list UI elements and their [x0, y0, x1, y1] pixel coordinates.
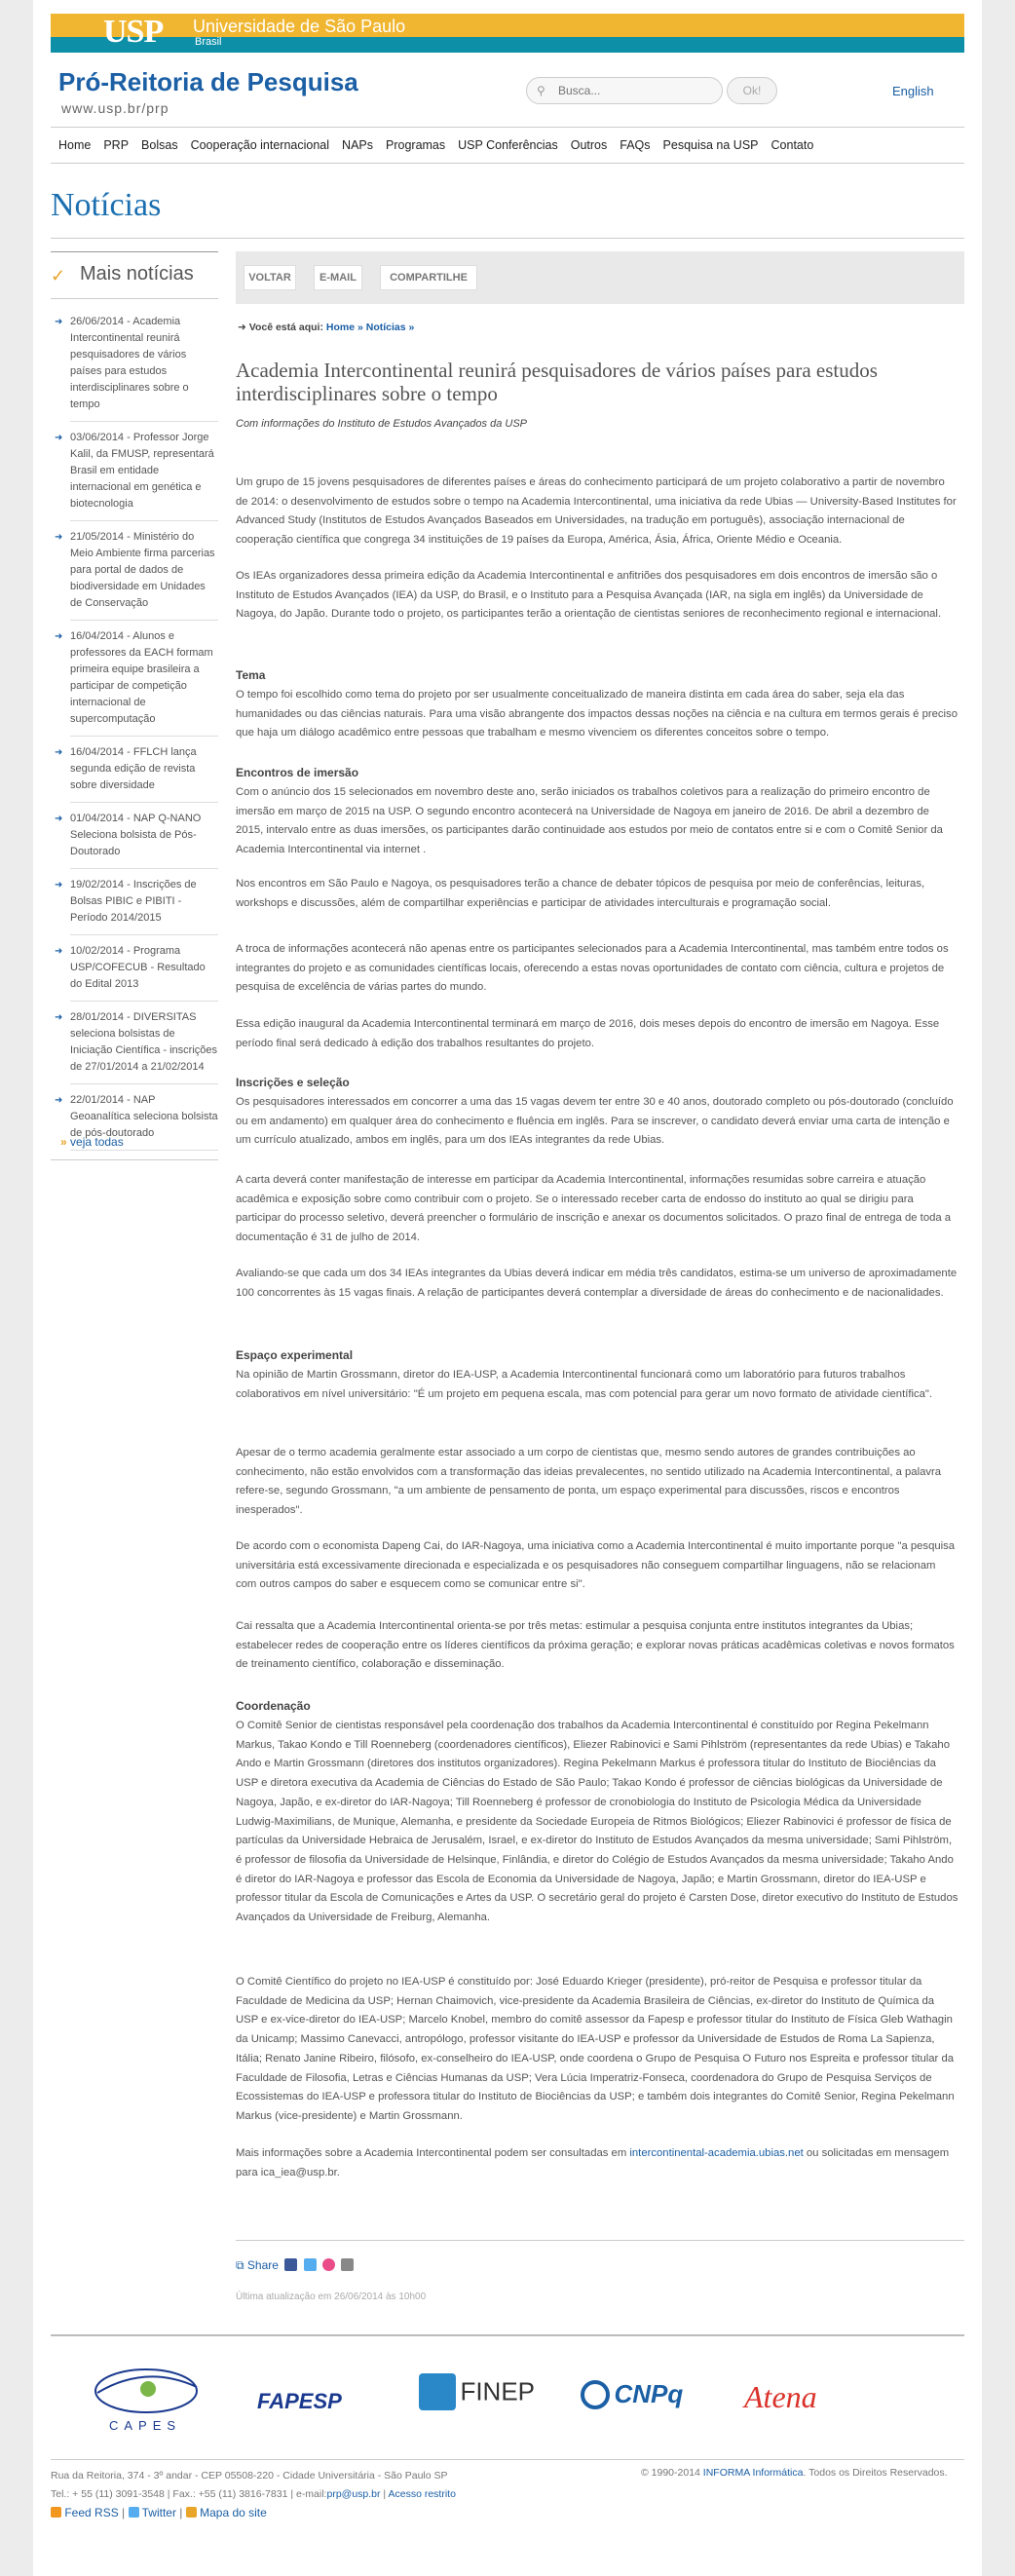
double-arrow-icon: » — [60, 1135, 67, 1149]
section-heading: Espaço experimental — [236, 1348, 354, 1362]
sidebar-news-item[interactable]: ➜ 10/02/2014 - Programa USP/COFECUB - Resultado do Edital 2013 — [55, 945, 206, 990]
sidebar-news-item[interactable]: ➜ 21/05/2014 - Ministério do Meio Ambiente firma parcerias para portal de dados de biodiversidade em Unidades de Conservação — [55, 531, 215, 609]
language-link[interactable]: English — [892, 84, 934, 98]
content — [51, 0, 964, 2576]
page-title: Notícias — [51, 187, 162, 223]
article-paragraph: A troca de informações acontecerá não apenas entre os participantes selecionados para a Academia Intercontinental, mas também entre todos os integrantes do projeto e as comunidades científicas locais, oferecendo a estas novas oportunidades de contato com ciência, cultura e projetos de pesquisa de excelência de várias partes do mundo. — [236, 943, 949, 994]
article-paragraph: O Comitê Senior de cientistas responsável pela coordenação dos trabalhos da Academia Intercontinental é constituído por Regina Pekelmann Markus, Takao Kondo e Till Roenneberg (coordenadores científicos), Eliezer Rabinovici e Sami Pihlström (representantes da rede Ubias) e Takaho Ando e Martin Grossmann (diretores dos institutos organizadores). Regina Pekelmann Markus é professora titular do Instituto de Biociências da USP e diretora executiva da Academia de Ciências do Estado de São Paulo; Takao Kondo é professor de ciências biológicas da Universidade de Nagoya, Japão, e ex-diretor do IAR-Nagoya; Till Roenneberg é professor de cronobiologia do Instituto de Psicologia Médica da Universidade Ludwig-Maximilians, de Munique, Alemanha, e presidente da Sociedade Europeia de Ritmos Biológicos; Eliezer Rabinovici é professor de física de partículas da Universidade Hebraica de Jerusalém, Israel, e ex-diretor do Instituto de Estudos Avançados da mesma universidade; Sami Pihlström, é professor de filosofia da Universidade de Helsinque, Finlândia, e diretor do Colégio de Estudos Avançados da mesma universidade; Takaho Ando é diretor do IAR-Nagoya e professor das Escola de Economia da Universidade de Nagoya, Japão; e Martin Grossmann, diretor do IEA-USP e professor titular da Escola de Comunicações e Artes da USP. O secretário geral do projeto é Carsten Dose, diretor executivo do Instituto de Estudos Avançados da Universidade de Freiburg, Alemanha. — [236, 1720, 959, 1924]
article-paragraph: O Comitê Científico do projeto no IEA-USP é constituído por: José Eduardo Krieger (presidente), pró-reitor de Pesquisa e professor titular da Faculdade de Medicina da USP; Hernan Chaimovich, vice-presidente da Academia Brasileira de Ciências, ex-diretor do Instituto de Química da USP e ex-vice-diretor do IEA-USP; Marcelo Knobel, membro do comitê assessor da Fapesp e professor titular do Instituto de Física Gleb Wathagin da Unicamp; Massimo Canevacci, antropólogo, professor visitante do IEA-USP e professor da Universidade de Estudos de Roma La Sapienza, Itália; Renato Janine Ribeiro, filósofo, ex-conselheiro do IEA-USP, onde coordena o Grupo de Pesquisa O Futuro nos Espreita e professor titular da Faculdade de Filosofia, Letras e Ciências Humanas da USP; Vera Lúcia Imperatriz-Fonseca, coordenadora do Grupo de Pesquisa Serviços de Ecossistemas do IEA-USP e professora titular do Instituto de Biociências da USP; e também dois integrantes do Comitê Senior, Regina Pekelmann Markus (vice-presidente) e Martin Grossmann. — [236, 1976, 955, 2122]
twitter-icon — [129, 2507, 139, 2518]
site-url: www.usp.br/prp — [61, 100, 169, 116]
section-heading: Encontros de imersão — [236, 766, 359, 779]
more-share-icon[interactable] — [341, 2258, 354, 2271]
atena-logo[interactable]: Atena — [744, 2379, 817, 2414]
partner-logos — [33, 2354, 982, 2451]
last-updated: Última atualização em 26/06/2014 às 10h00 — [236, 2292, 427, 2302]
fapesp-logo[interactable]: FAPESP — [257, 2389, 342, 2413]
usp-country: Brasil — [195, 36, 222, 48]
restricted-access-link[interactable]: Acesso restrito — [388, 2488, 456, 2500]
nav-contato[interactable]: Contato — [771, 138, 814, 152]
article-subtitle: Com informações do Instituto de Estudos Avançados da USP — [236, 418, 527, 430]
arrow-right-icon: ➜ — [55, 631, 63, 642]
article-paragraph: Os pesquisadores interessados em concorrer a uma das 15 vagas devem ter entre 30 e 40 anos, doutorado completo ou pós-doutorado (concluído ou em andamento) em qualquer área do conhecimento e fluência em inglês. Para se inscrever, o candidato deverá enviar uma carta de intenção e um currículo atualizado, ambos em inglês, para um dos IEAs integrantes da rede Ubias. — [236, 1096, 954, 1147]
copyright: © 1990-2014 INFORMA Informática. Todos os Direitos Reservados. — [641, 2467, 948, 2479]
ubias-link[interactable]: intercontinental-academia.ubias.net — [629, 2147, 804, 2159]
breadcrumb: ➜ Você está aqui: Home » Notícias » — [238, 322, 415, 333]
informa-link[interactable]: INFORMA Informática — [702, 2467, 804, 2479]
search-button[interactable]: Ok! — [727, 77, 777, 104]
arrow-right-icon: ➜ — [55, 814, 63, 824]
sidebar-news-item[interactable]: ➜ 01/04/2014 - NAP Q-NANO Seleciona bolsista de Pós-Doutorado — [55, 813, 202, 857]
footer-contacts: Tel.: + 55 (11) 3091-3548 | Fax.: +55 (11) 3816-7831 | e-mail:prp@usp.br | Acesso restrito — [51, 2488, 456, 2500]
article-paragraph: De acordo com o economista Dapeng Cai, do IAR-Nagoya, uma iniciativa como a Academia Intercontinental é muito importante porque "a pesquisa universitária está excessivamente direcionada e especializada e os pesquisadores não conseguem compartilhar linguagens, não se relacionam com outros campos do saber e esquecem como se comunicar entre si". — [236, 1540, 956, 1591]
site-title[interactable]: Pró-Reitoria de Pesquisa — [58, 67, 358, 96]
finep-emblem-icon — [419, 2373, 456, 2410]
facebook-icon[interactable] — [284, 2258, 297, 2271]
section-heading: Coordenação — [236, 1699, 311, 1713]
arrow-right-icon: ➜ — [55, 317, 63, 327]
back-button[interactable]: VOLTAR — [244, 265, 296, 290]
email-link[interactable]: prp@usp.br — [326, 2488, 381, 2500]
nav-home[interactable]: Home — [58, 138, 92, 152]
nav-naps[interactable]: NAPs — [342, 138, 373, 152]
nav-cooperacao[interactable]: Cooperação internacional — [190, 138, 330, 152]
nav-usp-conferencias[interactable]: USP Conferências — [458, 138, 558, 152]
article-paragraph: A carta deverá conter manifestação de interesse em participar da Academia Intercontinental, informações resumidas sobre carreira e atuação acadêmica e exposição sobre como contribuir com o projeto. Se o interessado receber carta de endosso do instituto ao qual se dirigiu para participar do processo seletivo, deverá preencher o formulário de inscrição e anexar os documentos solicitados. O prazo final de entrega de toda a documentação é 31 de julho de 2014. — [236, 1174, 952, 1244]
rss-link[interactable]: Feed RSS — [64, 2506, 119, 2519]
twitter-icon[interactable] — [304, 2258, 317, 2271]
check-icon: ✓ — [51, 266, 66, 285]
sidebar-title: Mais notícias — [80, 263, 194, 284]
nav-bolsas[interactable]: Bolsas — [141, 138, 178, 152]
sidebar-news-list — [51, 314, 218, 1158]
share-bar — [236, 2258, 354, 2273]
article-paragraph: Cai ressalta que a Academia Intercontinental orienta-se por três metas: estimular a pesquisa conjunta entre institutos integrantes da Ubias; estabelecer redes de cooperação entre os líderes científicos da próxima geração; e explorar novas práticas acadêmicas coletivas e novos formatos de treinamento científico, colaboração e disseminação. — [236, 1620, 955, 1671]
article-paragraph: Um grupo de 15 jovens pesquisadores de diferentes países e áreas do conhecimento participará de um projeto colaborativo a partir de novembro de 2014: o desenvolvimento de estudos sobre o tempo na Academia Intercontinental, uma iniciativa da rede Ubias — University-Based Institutes for Advanced Study (Institutos de Estudos Avançados Baseados em Universidades, na tradução em português), associação internacional de cooperação científica que congrega 34 instituições de 19 países da Europa, América, Ásia, África, Oriente Médio e Oceania. — [236, 476, 957, 547]
usp-name[interactable]: Universidade de São Paulo — [193, 17, 406, 36]
footer-address: Rua da Reitoria, 374 - 3º andar - CEP 05508-220 - Cidade Universitária - São Paulo SP — [51, 2470, 448, 2481]
sidebar-news-item[interactable]: ➜ 16/04/2014 - Alunos e professores da EACH formam primeira equipe brasileira a participar de competição internacional de supercomputação — [55, 630, 213, 725]
sidebar-news-item[interactable]: ➜ 19/02/2014 - Inscrições de Bolsas PIBIC e PIBITI - Período 2014/2015 — [55, 879, 197, 924]
article-paragraph: Avaliando-se que cada um dos 34 IEAs integrantes da Ubias deverá indicar em média três candidatos, estima-se um universo de aproximadamente 100 concorrentes às 15 vagas finais. A relação de participantes deverá contemplar a diversidade de áreas do conhecimento e de nacionalidades. — [236, 1268, 958, 1299]
article-title: Academia Intercontinental reunirá pesquisadores de vários países para estudos interdisciplinares sobre o tempo — [236, 359, 878, 405]
article-paragraph: Essa edição inaugural da Academia Intercontinental terminará em março de 2016, dois meses depois do encontro de imersão em Nagoya. Esse período final será dedicado à edição dos trabalhos resultantes do projeto. — [236, 1018, 940, 1049]
arrow-right-icon: ➜ — [55, 747, 63, 758]
rss-icon — [51, 2507, 61, 2518]
section-heading: Inscrições e seleção — [236, 1076, 350, 1089]
sitemap-icon — [186, 2507, 197, 2518]
usp-logo[interactable]: USP — [103, 14, 164, 50]
arrow-right-icon: ➜ — [55, 1095, 63, 1106]
sidebar-news-item[interactable]: ➜ 16/04/2014 - FFLCH lança segunda edição de revista sobre diversidade — [55, 746, 197, 791]
capes-logo[interactable]: CAPES — [88, 2354, 205, 2436]
footer-links: Feed RSS | Twitter | Mapa do site — [51, 2504, 267, 2521]
twitter-link[interactable]: Twitter — [141, 2506, 176, 2519]
cnpq-logo[interactable]: CNPq — [581, 2379, 683, 2409]
cnpq-emblem-icon — [581, 2380, 610, 2409]
arrow-right-icon: ➜ — [55, 880, 63, 890]
breadcrumb-path[interactable]: Home » Notícias » — [325, 322, 415, 333]
dribbble-icon[interactable] — [322, 2258, 335, 2271]
section-heading: Tema — [236, 668, 266, 682]
share-button[interactable]: COMPARTILHE — [380, 265, 477, 290]
sidebar-news-item[interactable]: ➜ 26/06/2014 - Academia Intercontinental reunirá pesquisadores de vários países para estudos interdisciplinares sobre o tempo — [55, 316, 189, 410]
sitemap-link[interactable]: Mapa do site — [200, 2506, 267, 2519]
sidebar-news-item[interactable]: ➜ 22/01/2014 - NAP Geoanalítica seleciona bolsista de pós-doutorado — [55, 1094, 218, 1139]
nav-outros[interactable]: Outros — [570, 138, 608, 152]
article-paragraph: Com o anúncio dos 15 selecionados em novembro deste ano, serão iniciados os trabalhos coletivos para a realização do primeiro encontro de imersão em março de 2015 na USP. O segundo encontro acontecerá na Universidade de Nagoya em janeiro de 2016. De abril a dezembro de 2015, intervalo entre as duas imersões, os participantes darão continuidade aos estudos por meio de contatos entre si e com o Comitê Senior da Academia Intercontinental via internet . — [236, 786, 943, 856]
search-icon: ⚲ — [537, 84, 545, 97]
arrow-right-icon: ➜ — [55, 946, 63, 957]
arrow-right-icon: ➜ — [55, 532, 63, 543]
article-paragraph: Apesar de o termo academia geralmente estar associado a um corpo de cientistas que, mesmo sendo autores de grandes contribuições ao conhecimento, não estão envolvidos com a transformação das ideias prevalecentes, no sentido utilizado na Academia Intercontinental, a palavra refere-se, segundo Grossmann, "a um ambiente de pensamento de ponta, um espaço experimental para discussões, riscos e encontros inesperados". — [236, 1447, 942, 1517]
nav-pesquisa-na-usp[interactable]: Pesquisa na USP — [662, 138, 759, 152]
share-link[interactable]: Share — [246, 2258, 279, 2272]
see-all-link[interactable]: » veja todas — [60, 1135, 124, 1149]
share-icon: ⧉ — [236, 2258, 244, 2272]
article-paragraph: O tempo foi escolhido como tema do projeto por ser usualmente conceitualizado de maneira distinta em cada área do saber, seja ela das humanidades ou das ciências naturais. Para uma visão abrangente dos impactos dessas noções na ciência e na cultura em termos gerais é preciso que haja um diálogo acadêmico entre pessoas que trabalham e mesmo vivenciem os diferentes conceitos sobre o tempo. — [236, 689, 958, 739]
article-paragraph: Nos encontros em São Paulo e Nagoya, os pesquisadores terão a chance de debater tópicos de pesquisa por meio de conferências, leituras, workshops e discussões, além de compartilhar experiências e participar de atividades interculturais e programação social. — [236, 878, 925, 909]
nav-prp[interactable]: PRP — [103, 138, 130, 152]
article-paragraph: Os IEAs organizadores dessa primeira edição da Academia Intercontinental e anfitriões dos pesquisadores em dois encontros de imersão são o Instituto de Estudos Avançados (IEA) da USP, do Brasil, e o Instituto para a Pesquisa Avançada (IAR, na sigla em inglês) da Universidade de Nagoya, do Japão. Durante todo o projeto, os participantes terão a orientação de cientistas seniores de reconhecimento regional e internacional. — [236, 570, 942, 621]
arrow-right-icon: ➜ — [55, 1012, 63, 1023]
sidebar-news-item[interactable]: ➜ 28/01/2014 - DIVERSITAS seleciona bolsistas de Iniciação Científica - inscrições de 27/01/2014 a 21/02/2014 — [55, 1011, 218, 1073]
article-paragraph: Na opinião de Martin Grossmann, diretor do IEA-USP, a Academia Intercontinental funcionará como um laboratório para futuros trabalhos colaborativos em nível universitário: "É um projeto em pequena escala, mas com potencial para gerar um novo formato de atividade científica". — [236, 1369, 933, 1400]
email-button[interactable]: E-MAIL — [314, 265, 362, 290]
finep-logo[interactable]: FINEP — [419, 2373, 535, 2410]
sidebar-news-item[interactable]: ➜ 03/06/2014 - Professor Jorge Kalil, da FMUSP, representará Brasil em entidade internacional em genética e biotecnologia — [55, 432, 214, 510]
article-paragraph: Mais informações sobre a Academia Intercontinental podem ser consultadas em intercontinental-academia.ubias.net ou solicitadas em mensagem para ica_iea@usp.br. — [236, 2147, 950, 2178]
article-toolbar — [236, 251, 964, 304]
page — [33, 0, 982, 2576]
nav-programas[interactable]: Programas — [386, 138, 446, 152]
arrow-right-icon: ➜ — [55, 433, 63, 443]
nav-faqs[interactable]: FAQs — [620, 138, 651, 152]
